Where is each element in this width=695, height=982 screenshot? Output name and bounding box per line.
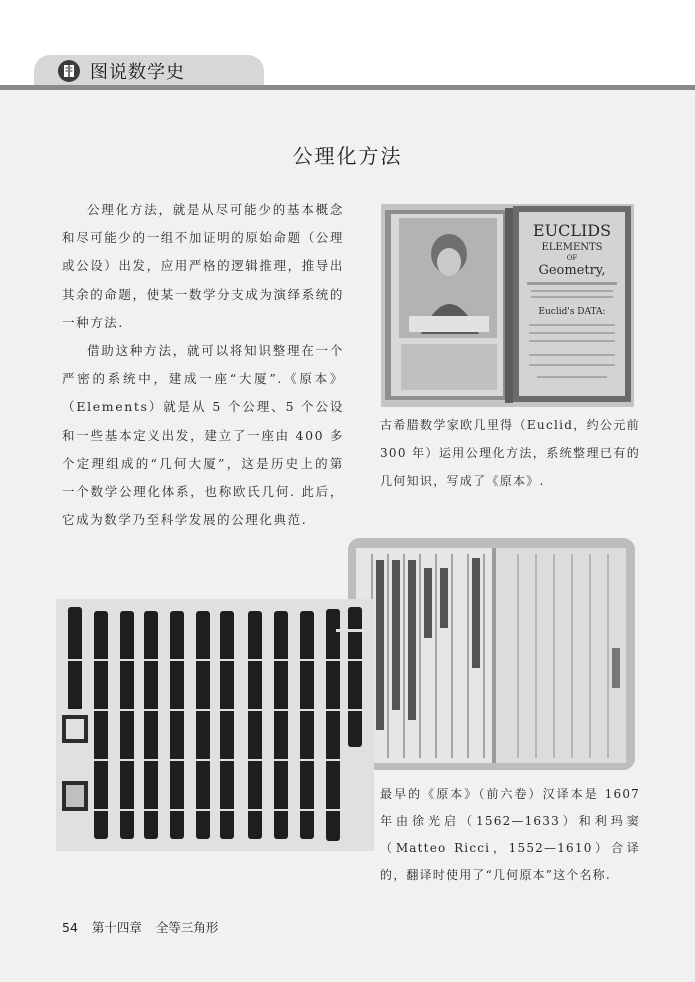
paragraph: 公理化方法，就是从尽可能少的基本概念和尽可能少的一组不加证明的原始命题（公理或公设）出发，应用严格的逻辑推理，推导出其余的命题，使某一数学分支成为演绎系统的一种方法. bbox=[62, 202, 345, 330]
article-body bbox=[62, 196, 344, 534]
book-title-line: OF bbox=[566, 254, 578, 262]
book-icon bbox=[58, 60, 80, 82]
chapter-title: 全等三角形 bbox=[155, 920, 219, 935]
page-number: 54 bbox=[62, 920, 78, 935]
page-footer bbox=[62, 918, 218, 936]
article-title: 公理化方法 bbox=[292, 144, 403, 168]
calligraphy-preface-image bbox=[56, 599, 374, 851]
euclid-caption: 古希腊数学家欧几里得（Euclid，约公元前 300 年）运用公理化方法，系统整理已有的几何知识，写成了《原本》. bbox=[380, 418, 640, 488]
chinese-translation-book-image bbox=[348, 538, 635, 770]
euclid-elements-book-image bbox=[381, 204, 634, 407]
translation-caption: 最早的《原本》（前六卷）汉译本是 1607 年由徐光启（1562—1633）和利玛窦（Matteo Ricci，1552—1610）合译的，翻译时使用了“几何原本”这个名称. bbox=[380, 787, 640, 882]
book-title-line: EUCLIDS bbox=[532, 221, 612, 240]
book-title-line: Geometry, bbox=[538, 263, 606, 278]
book-title-line: ELEMENTS bbox=[541, 242, 603, 253]
paragraph: 借助这种方法，就可以将知识整理在一个严密的系统中，建成一座“大厦”.《原本》（Elements）就是从 5 个公理、5 个公设和一些基本定义出发，建立了一座由 400 多个定理组成的“几何大厦”，这是历史上的第一个数学公理化体系，也称欧氏几何. 此后，它成为数学乃至科学发展的公理化典范. bbox=[62, 343, 344, 528]
header-rule bbox=[0, 85, 695, 90]
book-title-line: Euclid's DATA: bbox=[538, 307, 606, 317]
chapter-label: 第十四章 bbox=[91, 920, 142, 935]
section-title: 图说数学史 bbox=[90, 62, 185, 83]
